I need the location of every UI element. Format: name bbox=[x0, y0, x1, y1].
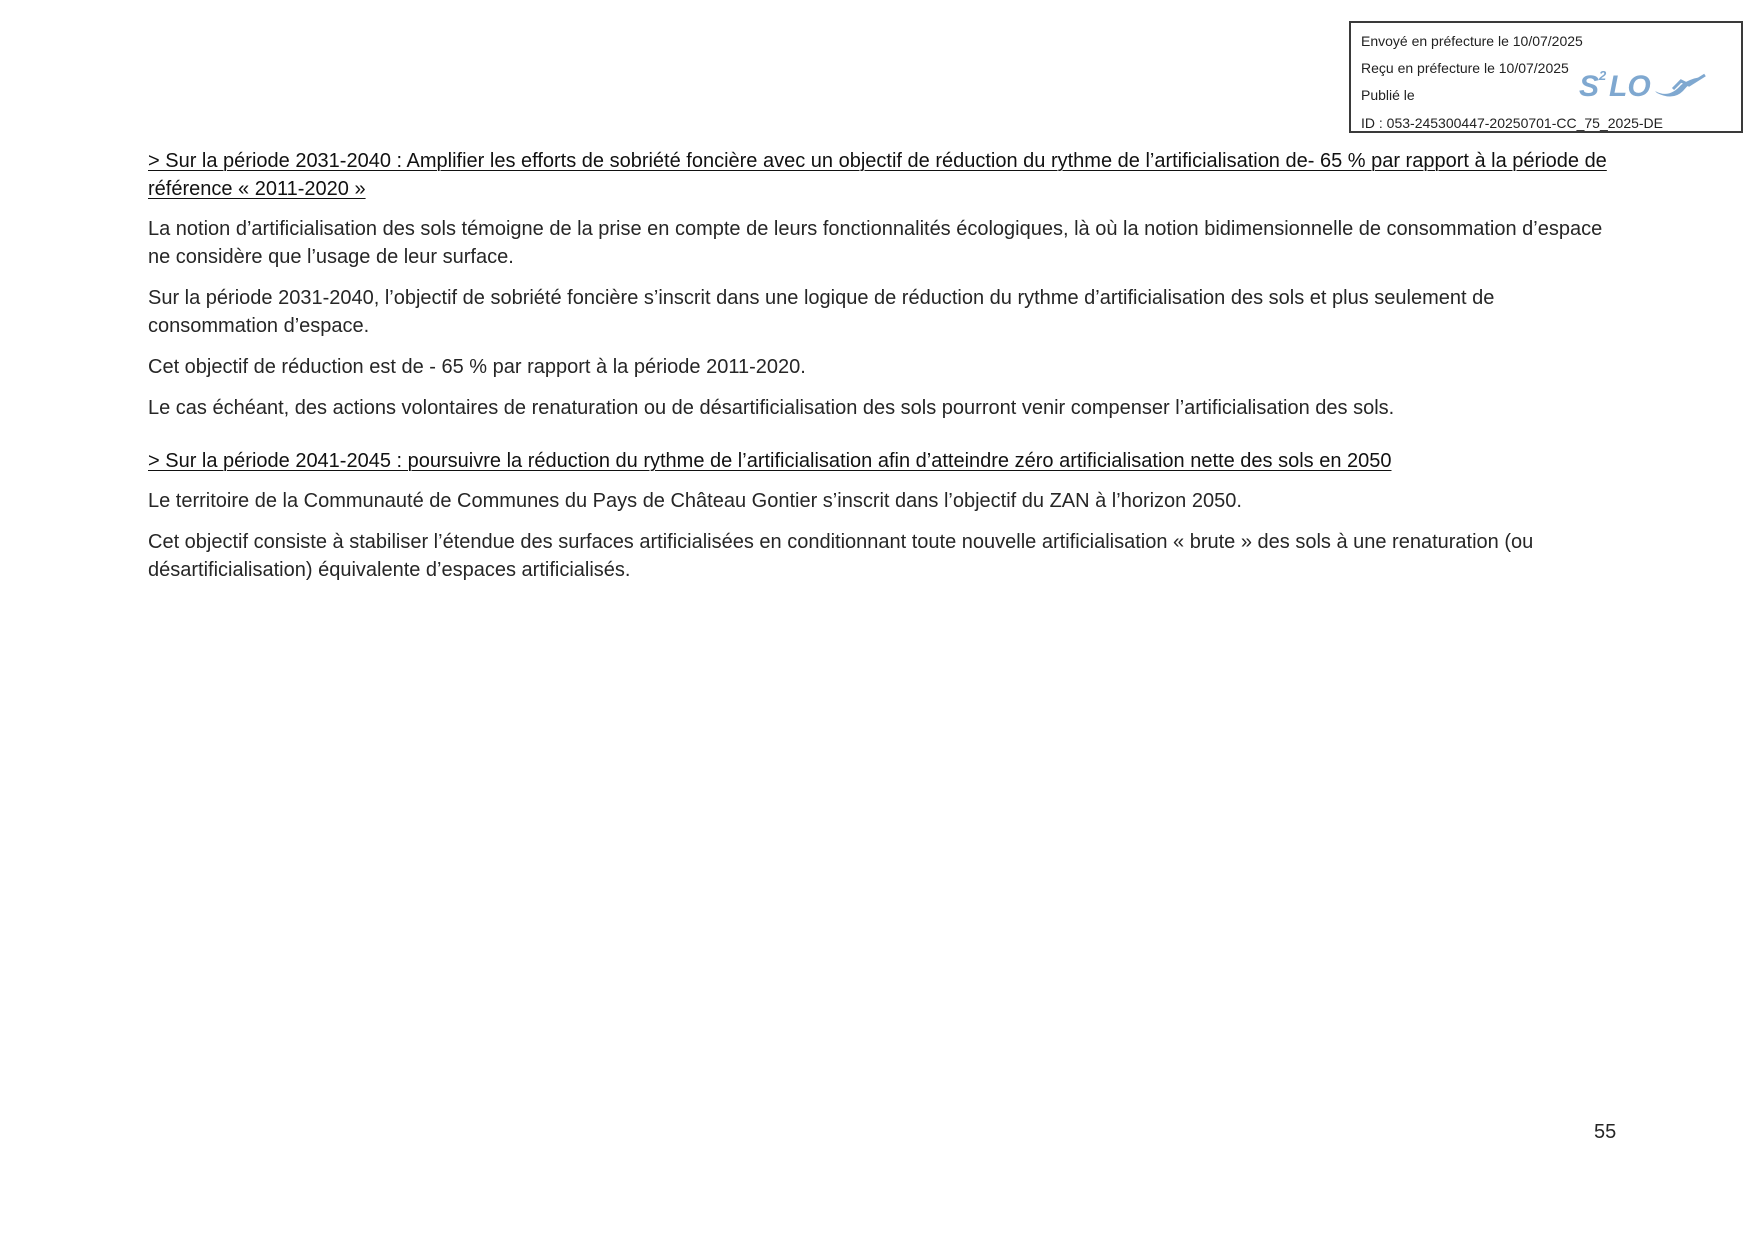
paragraph: Le territoire de la Communauté de Communes du Pays de Château Gontier s’inscrit dans l’objectif du ZAN à l’horizon 2050. bbox=[148, 490, 1242, 512]
stamp-sent-date: Envoyé en préfecture le 10/07/2025 bbox=[1361, 33, 1583, 49]
stamp-received-date: Reçu en préfecture le 10/07/2025 bbox=[1361, 60, 1569, 76]
prefecture-stamp bbox=[1349, 21, 1743, 133]
section-heading: > Sur la période 2031-2040 : Amplifier les efforts de sobriété foncière avec un objectif de réduction du rythme de l’artificialisation de- 65 % par rapport à la période de référence « 2011-2020 » bbox=[148, 150, 1607, 200]
stamp-id: ID : 053-245300447-20250701-CC_75_2025-DE bbox=[1361, 115, 1663, 131]
page-number: 55 bbox=[1594, 1121, 1617, 1143]
document-body bbox=[148, 147, 1608, 597]
svg-text:LO: LO bbox=[1609, 70, 1651, 103]
paragraph: La notion d’artificialisation des sols témoigne de la prise en compte de leurs fonctionnalités écologiques, là où la notion bidimensionnelle de consommation d’espace ne considère que l’usage de leur surface. bbox=[148, 218, 1603, 268]
paragraph: Cet objectif consiste à stabiliser l’étendue des surfaces artificialisées en conditionnant toute nouvelle artificialisation « brute » des sols à une renaturation (ou désartificialisation) équivalente d’espaces artificialisés. bbox=[148, 531, 1534, 581]
section-2031-2040 bbox=[148, 147, 1608, 422]
stamp-published-date: Publié le bbox=[1361, 87, 1415, 103]
s2lo-logo bbox=[1577, 63, 1713, 103]
paragraph: Cet objectif de réduction est de - 65 % par rapport à la période 2011-2020. bbox=[148, 356, 806, 378]
paragraph: Le cas échéant, des actions volontaires de renaturation ou de désartificialisation des sols pourront venir compenser l’artificialisation des sols. bbox=[148, 397, 1395, 419]
section-heading: > Sur la période 2041-2045 : poursuivre la réduction du rythme de l’artificialisation afin d’atteindre zéro artificialisation nette des sols en 2050 bbox=[148, 450, 1392, 472]
paragraph: Sur la période 2031-2040, l’objectif de sobriété foncière s’inscrit dans une logique de réduction du rythme d’artificialisation des sols et plus seulement de consommation d’espace. bbox=[148, 287, 1495, 337]
svg-text:2: 2 bbox=[1599, 68, 1607, 83]
svg-text:S: S bbox=[1579, 70, 1600, 103]
section-2041-2045 bbox=[148, 447, 1608, 584]
